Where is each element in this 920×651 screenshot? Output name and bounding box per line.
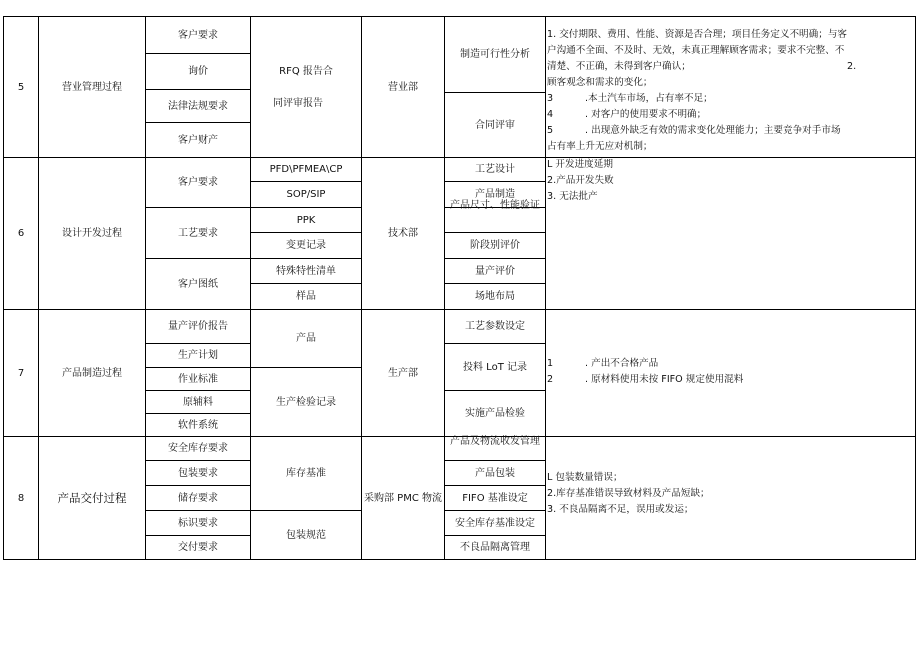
output-item: 产品 [296, 333, 316, 344]
risk-line: L 包装数量错误； [547, 472, 623, 483]
risk-line-pair [547, 356, 915, 372]
output-item: 同评审报告 [273, 97, 323, 109]
input-item: 原辅料 [183, 396, 213, 408]
activity-item: 产品包装 [475, 467, 515, 479]
output-item: 库存基准 [286, 468, 326, 479]
risk-number: 5 [547, 125, 554, 136]
activity-item: 产品制造 [475, 189, 515, 200]
input-item: 储存要求 [178, 492, 218, 504]
risk-line: 清楚、不正确，未得到客户确认； [547, 61, 691, 72]
risk-line: 2. [847, 61, 857, 72]
rule [3, 559, 916, 560]
input-item: 交付要求 [178, 542, 218, 553]
department: 生产部 [388, 367, 418, 379]
input-item: 询价 [188, 66, 208, 77]
risk-line-pair [547, 107, 915, 123]
output-item: 变更记录 [286, 240, 326, 251]
output-item: 包装规范 [286, 529, 326, 541]
input-item: 客户要求 [178, 29, 218, 41]
risk-list [547, 27, 915, 155]
process-name: 设计开发过程 [62, 228, 122, 239]
risk-line: . 出现意外缺乏有效的需求变化处理能力；主要竞争对手市场 [585, 125, 841, 136]
activity-item: 安全库存基准设定 [455, 517, 535, 529]
risk-line: 户沟通不全面、不及时、无效，未真正理解顾客需求；要求不完整、不 [547, 45, 845, 56]
risk-number: 4 [547, 109, 554, 120]
process-name: 产品制造过程 [62, 367, 122, 379]
activity-item: 量产评价 [475, 265, 515, 277]
risk-line: 3. 不良品隔离不足，误用或发运； [547, 504, 694, 515]
activity-item: FIFO 基准设定 [462, 492, 528, 504]
output-item: 特殊特性清单 [276, 265, 336, 277]
input-item: 包装要求 [178, 467, 218, 479]
activity-item: 实施产品检验 [465, 408, 525, 419]
input-item: 软件系统 [178, 419, 218, 431]
input-item: 生产计划 [178, 350, 218, 361]
risk-line: 1. 交付期限、费用、性能、资源是否合理；项目任务定义不明确；与客 [547, 29, 848, 40]
risk-line: 顾客观念和需求的变化； [547, 77, 653, 88]
input-item: 客户要求 [178, 177, 218, 188]
activity-item: 产品及物流收发管理 [450, 435, 540, 447]
row-number: 5 [17, 81, 25, 93]
rule [915, 16, 916, 560]
risk-line-pair [547, 59, 915, 75]
risk-line: . 对客户的使用要求不明确； [585, 109, 707, 120]
risk-line: .本土汽车市场，占有率不足； [585, 93, 713, 104]
risk-line: 2.产品开发失败 [547, 175, 614, 186]
output-item: 样品 [296, 291, 316, 302]
activity-item: 制造可行性分析 [460, 49, 530, 60]
department: 采购部 PMC 物流 [364, 492, 442, 504]
input-item: 量产评价报告 [168, 321, 228, 332]
activity-item: 产品尺寸、性能验证 [450, 199, 540, 211]
output-item: PFD\PFMEA\CP [269, 164, 343, 175]
activity-item: 工艺参数设定 [465, 321, 525, 332]
process-name: 营业管理过程 [62, 81, 122, 93]
input-item: 标识要求 [178, 517, 218, 529]
input-item: 客户财产 [178, 134, 218, 146]
process-name: 产品交付过程 [57, 490, 127, 505]
input-item: 安全库存要求 [168, 443, 228, 454]
risk-list [547, 157, 915, 207]
activity-item: 场地布局 [475, 291, 515, 302]
input-item: 客户图纸 [178, 278, 218, 290]
risk-line: 2.库存基准错误导致材料及产品短缺； [547, 488, 710, 499]
risk-line-pair [547, 91, 915, 107]
risk-line: L 开发进度延期 [547, 159, 613, 170]
input-item: 法律法规要求 [168, 100, 228, 112]
activity-item: 投料 LoT 记录 [463, 361, 527, 373]
risk-number: 2 [547, 374, 554, 385]
input-item: 工艺要求 [178, 227, 218, 239]
department: 营业部 [388, 81, 418, 93]
risk-line: . 产出不合格产品 [585, 358, 659, 369]
output-item: SOP/SIP [286, 189, 326, 200]
row-number: 6 [17, 228, 25, 239]
input-item: 作业标准 [178, 373, 218, 385]
risk-line-pair [547, 372, 915, 388]
risk-line-pair [547, 123, 915, 139]
row-number: 8 [17, 492, 25, 504]
activity-item: 阶段别评价 [470, 240, 520, 251]
activity-item: 工艺设计 [475, 164, 515, 175]
output-item: RFQ 报告合 [279, 65, 333, 77]
activity-item: 合同评审 [475, 119, 515, 131]
output-item: 生产检验记录 [276, 396, 336, 408]
risk-list [547, 470, 915, 520]
row-number: 7 [17, 367, 25, 379]
risk-number: 1 [547, 358, 554, 369]
risk-number: 3 [547, 93, 554, 104]
risk-line: 3. 无法批产 [547, 191, 598, 202]
department: 技术部 [388, 228, 418, 239]
rule [545, 16, 546, 560]
activity-item: 不良品隔离管理 [460, 542, 530, 553]
risk-line: . 原材料使用未按 FIFO 规定使用混料 [585, 374, 744, 385]
risk-list [547, 356, 915, 390]
output-item: PPK [296, 214, 316, 226]
risk-line: 占有率上升无应对机制； [547, 141, 653, 152]
